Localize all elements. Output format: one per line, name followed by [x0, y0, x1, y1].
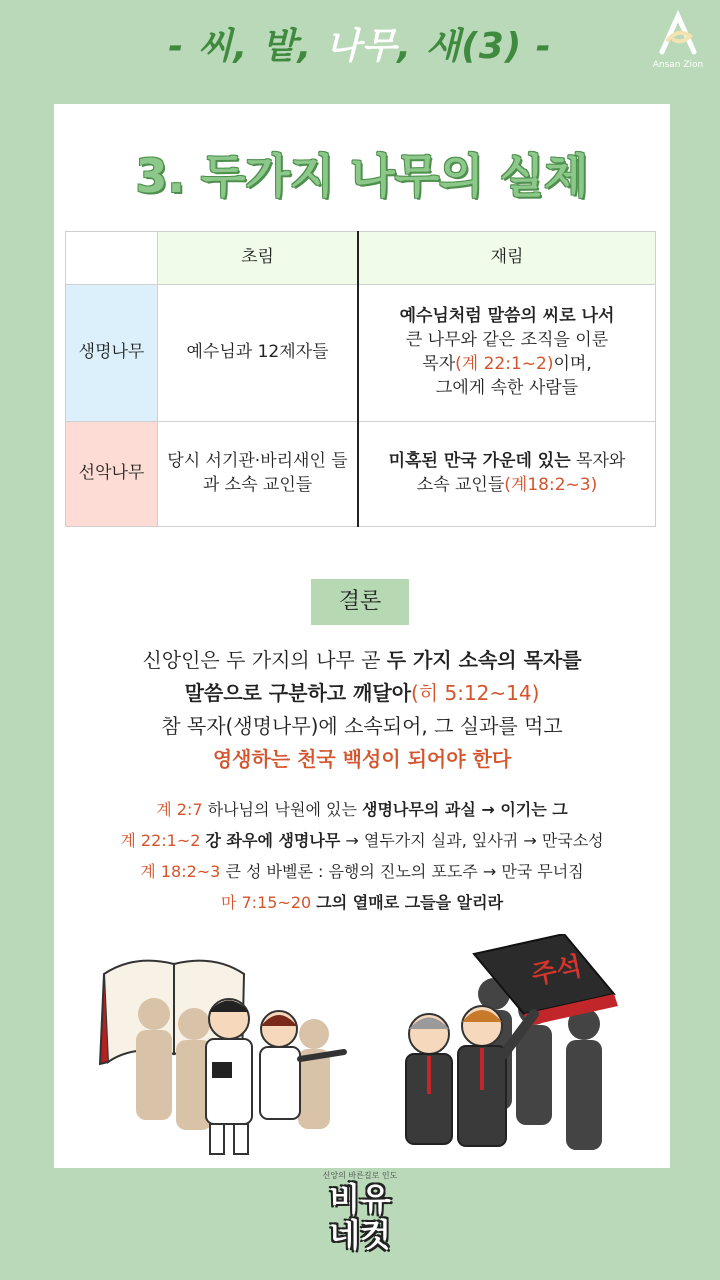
scripture-ref: 마 7:15~20 [220, 893, 312, 912]
table-row [66, 422, 656, 527]
book-label: 주석 [529, 951, 585, 992]
footer-brand-line1: 비유 [329, 1180, 391, 1218]
cell-line: 큰 나무와 같은 조직을 이룬 [405, 330, 609, 351]
content-card [54, 104, 670, 1168]
row-label-evil-tree: 선악나무 [66, 422, 158, 527]
cell-line [365, 353, 649, 377]
ref-text: 큰 성 바벨론 : 음행의 진노의 포도주 → 만국 무너짐 [220, 862, 584, 881]
header-title-highlight: 나무 [325, 26, 398, 67]
conclusion-line [54, 677, 670, 710]
logo-icon [654, 10, 702, 58]
reference-line [54, 794, 670, 825]
header-title-suffix: , 새(3) - [397, 26, 552, 67]
cell-line [365, 450, 649, 474]
scripture-ref: (히 5:12~14) [411, 681, 540, 705]
evil-tree-second-coming [358, 422, 656, 527]
conclusion-line: 참 목자(생명나무)에 소속되어, 그 실과를 먹고 [161, 714, 563, 738]
reference-line [54, 856, 670, 887]
col-header-first: 초림 [158, 232, 359, 285]
conclusion-line [54, 644, 670, 677]
scripture-ref: 계 22:1~2 [120, 831, 201, 850]
ref-text: 생명나무의 과실 → 이기는 그 [362, 800, 568, 819]
row-label-life-tree: 생명나무 [66, 285, 158, 422]
cell-text: 소속 교인들 [416, 475, 505, 495]
scripture-references [54, 794, 670, 918]
cell-line [365, 474, 649, 498]
cell-text: 미혹된 만국 가운데 있는 [388, 451, 571, 472]
comparison-table [65, 231, 656, 527]
ref-text: → 열두가지 실과, 잎사귀 → 만국소성 [340, 831, 604, 850]
cell-line: 그에게 속한 사람들 [435, 377, 579, 398]
false-shepherd-characters [406, 1006, 534, 1146]
scripture-ref: 계 18:2~3 [140, 862, 221, 881]
ref-text: 하나님의 낙원에 있는 [202, 800, 363, 819]
footer-tagline: 신앙의 바른길로 인도 [322, 1171, 398, 1180]
header-title [0, 18, 720, 69]
scripture-ref: 계 2:7 [156, 800, 203, 819]
scripture-ref: (계 22:1~2) [455, 354, 554, 374]
main-title: 3. 두가지 나무의 실체 [135, 149, 589, 203]
life-tree-second-coming [358, 285, 656, 422]
conclusion-text-part: 말씀으로 구분하고 깨달아 [184, 681, 412, 705]
ref-text: 강 좌우에 생명나무 [205, 831, 341, 850]
conclusion-text-part: 신앙인은 두 가지의 나무 곧 [142, 648, 387, 672]
conclusion-text-part: 두 가지 소속의 목자를 [386, 648, 582, 672]
scripture-ref: (계18:2~3) [504, 475, 598, 495]
table-header-row [66, 232, 656, 285]
cell-text: 목자 [422, 354, 456, 374]
footer-brand-logo [315, 1170, 405, 1274]
reference-line [54, 825, 670, 856]
conclusion-text [54, 644, 670, 776]
table-row [66, 285, 656, 422]
cell-text: 목자와 [570, 451, 626, 472]
cell-text: 이며, [553, 354, 592, 374]
cell-line: 예수님처럼 말씀의 씨로 나서 [399, 306, 615, 327]
logo-text: Ansan Zion [652, 60, 704, 70]
conclusion-badge: 결론 [311, 579, 409, 625]
footer-brand-line2: 네컷 [329, 1216, 391, 1254]
conclusion-line: 영생하는 천국 백성이 되어야 한다 [212, 747, 512, 771]
evil-tree-first-coming: 당시 서기관·바리새인 들과 소속 교인들 [158, 422, 359, 527]
ansan-zion-logo [648, 10, 708, 70]
life-tree-first-coming: 예수님과 12제자들 [158, 285, 359, 422]
col-header-second: 재림 [358, 232, 656, 285]
ref-text: 그의 열매로 그들을 알리라 [316, 893, 504, 912]
reference-line [54, 887, 670, 918]
table-corner-cell [66, 232, 158, 285]
illustration-svg [94, 934, 630, 1168]
header-title-prefix: - 씨, 밭, [168, 26, 326, 67]
cartoon-illustration [94, 934, 630, 1168]
